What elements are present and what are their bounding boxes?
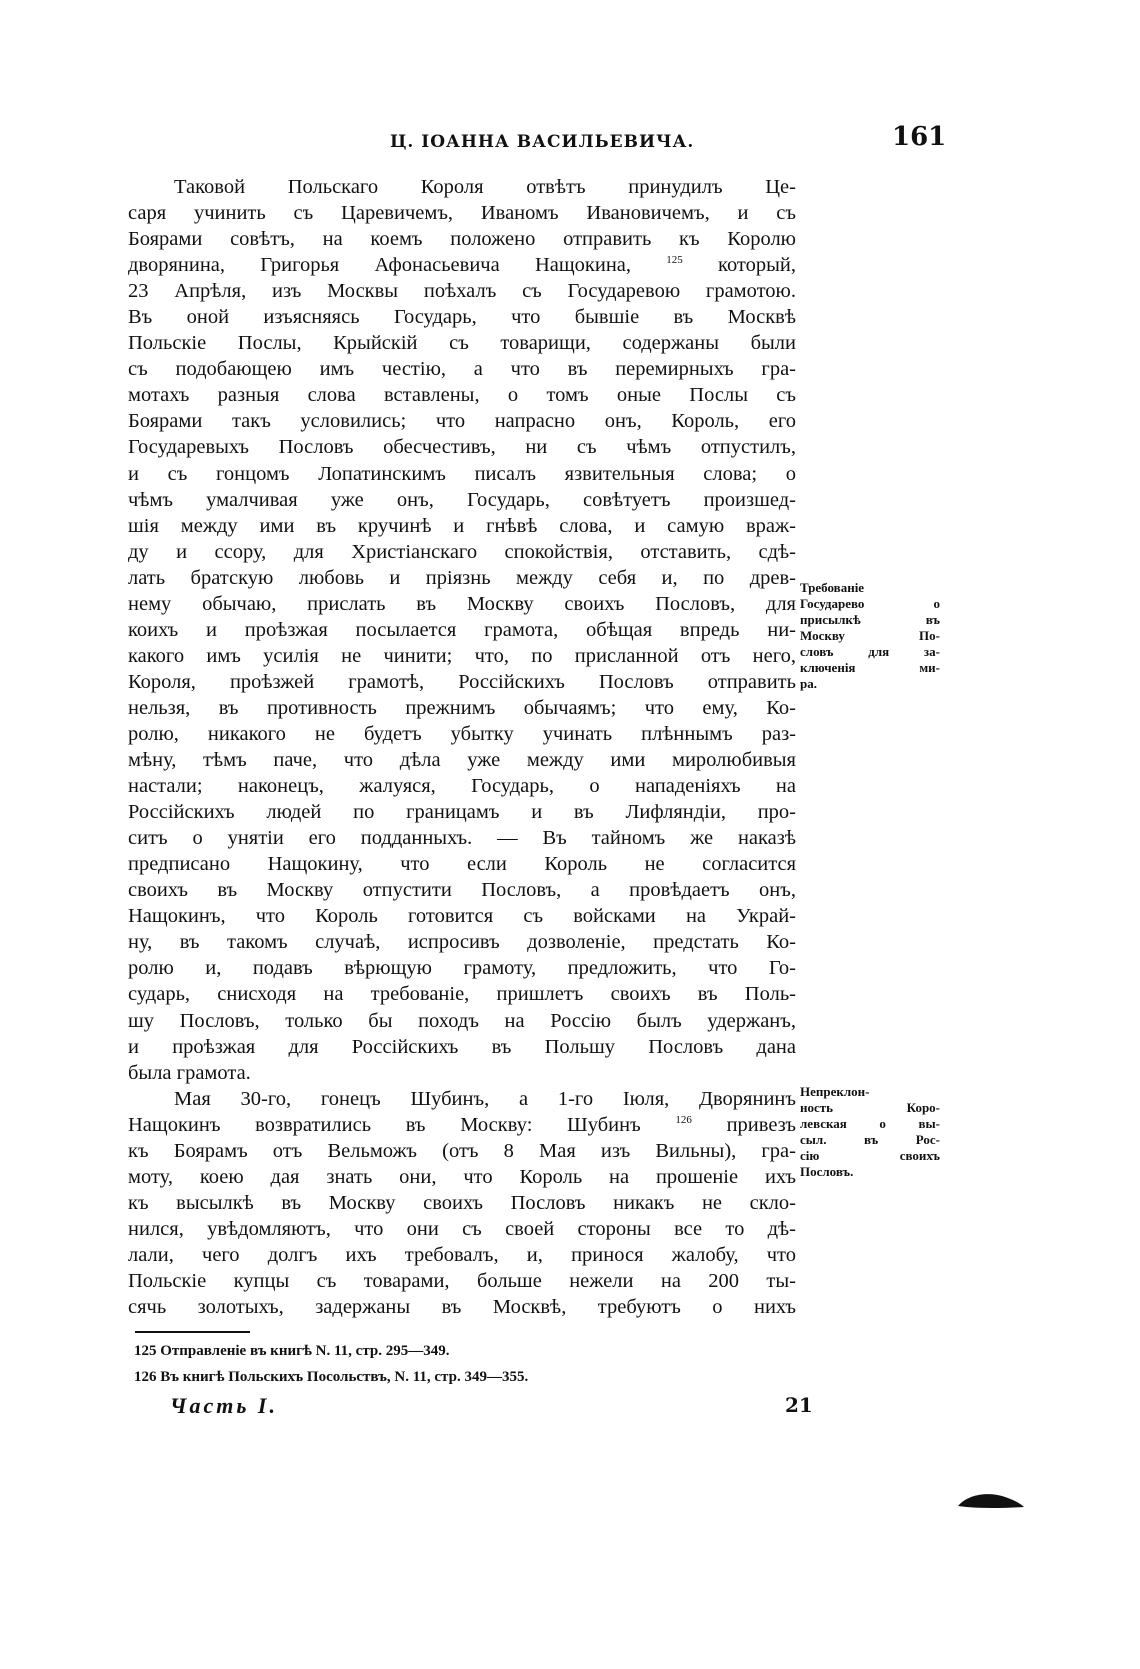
text-line: Боярами такъ условились; что напрасно онъ, Король, его	[128, 410, 796, 433]
text-line: была грамота.	[128, 1061, 251, 1084]
text-line: къ Боярамъ отъ Вельможъ (отъ 8 Мая изъ Вильны), гра-	[128, 1139, 796, 1162]
text-line: сячь золотыхъ, задержаны въ Москвѣ, требуютъ о нихъ	[128, 1296, 796, 1319]
text-line: Государевыхъ Пословъ обесчестивъ, ни съ чѣмъ отпустилъ,	[128, 436, 796, 459]
footnote-126: 126 Въ книгѣ Польскихъ Посольствъ, N. 11, стр. 349—355.	[134, 1369, 529, 1385]
text-line: моту, коею дая знать они, что Король на прошеніе ихъ	[128, 1165, 796, 1188]
text-line: своихъ въ Москву отпустити Пословъ, а провѣдаетъ онъ,	[128, 879, 796, 902]
text-line: саря учинить съ Царевичемъ, Иваномъ Ивановичемъ, и съ	[128, 202, 796, 225]
text-line: Польскіе Послы, Крыйскій съ товарищи, содержаны были	[128, 332, 796, 355]
ornament-mark	[956, 1490, 1026, 1512]
text-line: ролю и, подавъ вѣрющую грамоту, предложить, что Го-	[128, 957, 796, 980]
text-line: лали, чего долгъ ихъ требовалъ, и, принося жалобу, что	[128, 1243, 796, 1266]
signature-part: Часть I.	[170, 1393, 278, 1418]
text-line: Короля, проѣзжей грамотѣ, Россійскихъ Пословъ отправить	[128, 670, 796, 693]
text-line: какого имъ усилія не чинити; что, по присланной отъ него,	[128, 644, 796, 667]
margin-note-refusal: Непреклон- ность Коро- левская о вы- сыл. въ Рос- сію своихъ Пословъ.	[800, 1084, 940, 1179]
text-line: мотахъ разныя слова вставлены, о томъ оные Послы съ	[128, 384, 796, 407]
footnote-ref-126: 126	[675, 1113, 692, 1126]
text-line: предписано Нащокину, что если Король не согласится	[128, 853, 796, 876]
text-line: ситъ о унятіи его подданныхъ. — Въ тайномъ же наказѣ	[128, 827, 796, 850]
ornament-shape	[958, 1494, 1024, 1508]
footnote-divider	[135, 1331, 250, 1333]
signature-sheet-number: 21	[785, 1393, 813, 1417]
main-text	[128, 174, 796, 1320]
text-line: 23 Апрѣля, изъ Москвы поѣхалъ съ Государевою грамотою.	[128, 280, 796, 303]
text-line: Нащокинъ возвратились въ Москву: Шубинъ $^{126}$ привезъ	[128, 1113, 796, 1136]
text-line: Въ оной изъясняясь Государь, что бывшіе въ Москвѣ	[128, 306, 796, 329]
text-line: настали; наконецъ, жалуяся, Государь, о нападеніяхъ на	[128, 775, 796, 798]
text-line: мѣну, тѣмъ паче, что дѣла уже между ими миролюбивыя	[128, 749, 796, 772]
page-number: 161	[892, 122, 947, 152]
running-title: Ц. ІОАННА ВАСИЛЬЕВИЧА.	[390, 132, 695, 152]
footnote-125: 125 Отправленіе въ книгѣ N. 11, стр. 295—349.	[134, 1343, 450, 1359]
text-line: нельзя, въ противность прежнимъ обычаямъ; что ему, Ко-	[128, 696, 796, 719]
text-line: Россійскихъ людей по границамъ и въ Лифляндіи, про-	[128, 801, 796, 824]
text-line: коихъ и проѣзжая посылается грамота, обѣщая впредь ни-	[128, 618, 796, 641]
text-line: съ подобающею имъ честію, а что въ перемирныхъ гра-	[128, 358, 796, 381]
text-line: Польскіе купцы съ товарами, больше нежели на 200 ты-	[128, 1269, 796, 1292]
text-line: лать братскую любовь и пріязнь между себя и, по древ-	[128, 566, 796, 589]
text-line: Таковой Польскаго Короля отвѣтъ принудилъ Це-	[174, 176, 796, 198]
text-line: ну, въ такомъ случаѣ, испросивъ дозволеніе, предстать Ко-	[128, 931, 796, 954]
text-line: шу Пословъ, только бы походъ на Россію былъ удержанъ,	[128, 1009, 796, 1032]
margin-note-demand: Требованіе Государево о присылкѣ въ Москву По- словъ для за- ключенія ми- ра.	[800, 580, 940, 691]
text-line: Мая 30-го, гонецъ Шубинъ, а 1-го Іюля, Дворянинъ	[174, 1087, 796, 1110]
text-line: нился, увѣдомляютъ, что они съ своей стороны все то дѣ-	[128, 1217, 796, 1240]
text-line: къ высылкѣ въ Москву своихъ Пословъ никакъ не скло-	[128, 1191, 796, 1214]
text-line: и проѣзжая для Россійскихъ въ Польшу Пословъ дана	[128, 1035, 796, 1058]
text-line: Боярами совѣтъ, на коемъ положено отправить къ Королю	[128, 228, 796, 251]
text-line: Нащокинъ, что Король готовится съ войсками на Украй-	[128, 905, 796, 928]
text-line: ролю, никакого не будетъ убытку учинать плѣннымъ раз-	[128, 722, 796, 745]
text-line: сударь, снисходя на требованіе, пришлетъ своихъ въ Поль-	[128, 983, 796, 1006]
footnote-ref-125: 125	[666, 254, 683, 267]
text-line: чѣмъ умалчивая уже онъ, Государь, совѣтуетъ произшед-	[128, 488, 796, 511]
text-line: и съ гонцомъ Лопатинскимъ писалъ язвительныя слова; о	[128, 462, 796, 485]
text-line: нему обычаю, прислать въ Москву своихъ Пословъ, для	[128, 592, 796, 615]
text-line: шія между ими въ кручинѣ и гнѣвѣ слова, и самую враж-	[128, 514, 796, 537]
text-line: ду и ссору, для Христіанскаго спокойствія, отставить, сдѣ-	[128, 540, 796, 563]
text-line: дворянина, Григорья Афонасьевича Нащокина, $^{125}$ который,	[128, 254, 796, 277]
